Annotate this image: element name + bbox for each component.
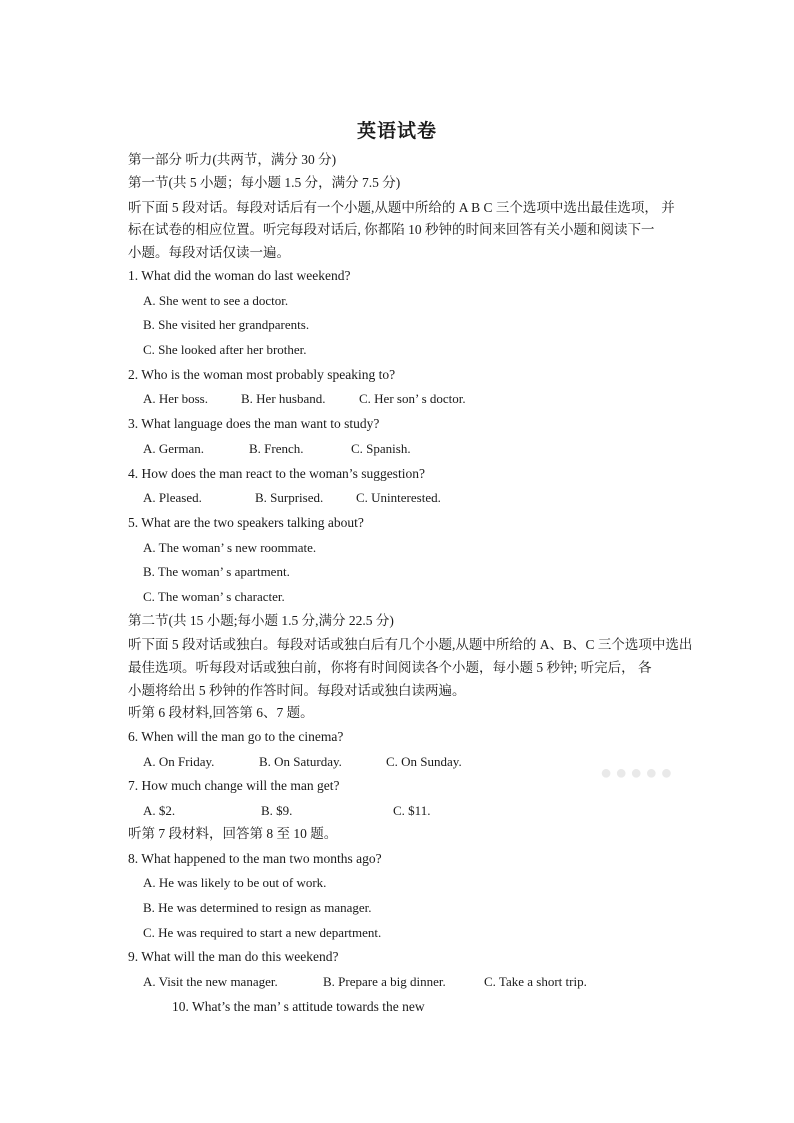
page-title: 英语试卷 bbox=[356, 121, 437, 142]
question-stem: 6. When will the man go to the cinema? bbox=[128, 729, 344, 744]
question-stem: 7. How much change will the man get? bbox=[128, 778, 340, 793]
material-7-heading: 听第 7 段材料，回答第 8 至 10 题。 bbox=[128, 826, 338, 841]
watermark: ●●●●● bbox=[600, 762, 676, 784]
answer-option: A. She went to see a doctor. bbox=[143, 293, 289, 308]
answer-option: A. Her boss. bbox=[143, 391, 208, 406]
answer-option: B. Prepare a big dinner. bbox=[323, 974, 446, 989]
answer-option: B. She visited her grandparents. bbox=[143, 317, 310, 332]
question-stem: 3. What language does the man want to study? bbox=[128, 416, 380, 431]
answer-option: C. She looked after her brother. bbox=[143, 342, 307, 357]
answer-option: A. German. bbox=[143, 441, 205, 456]
question-stem: 4. How does the man react to the woman’s suggestion? bbox=[128, 466, 425, 481]
answer-option: C. $11. bbox=[393, 803, 431, 818]
answer-option: B. French. bbox=[249, 441, 304, 456]
section1-instruction-line: 标在试卷的相应位置。听完每段对话后, 你都陷 10 秒钟的时间来回答有关小题和阅读下一 bbox=[128, 222, 655, 237]
section2-instruction-line: 最佳选项。听每段对话或独白前，你将有时间阅读各个小题，每小题 5 秒钟; 听完后， 各 bbox=[128, 660, 652, 675]
answer-option: C. On Sunday. bbox=[386, 754, 462, 769]
question-stem: 1. What did the woman do last weekend? bbox=[128, 268, 351, 283]
section2-heading: 第二节(共 15 小题;每小题 1.5 分,满分 22.5 分) bbox=[128, 613, 394, 628]
question-stem: 5. What are the two speakers talking about? bbox=[128, 515, 364, 530]
section2-instruction-line: 听下面 5 段对话或独白。每段对话或独白后有几个小题,从题中所给的 A、B、C 三个选项中选出 bbox=[128, 637, 693, 652]
answer-option: A. Pleased. bbox=[143, 490, 202, 505]
section1-heading: 第一节(共 5 小题；每小题 1.5 分，满分 7.5 分) bbox=[128, 175, 401, 190]
section1-instruction-line: 小题。每段对话仅读一遍。 bbox=[128, 245, 290, 260]
question-stem: 2. Who is the woman most probably speaking to? bbox=[128, 367, 396, 382]
answer-option: B. On Saturday. bbox=[259, 754, 342, 769]
answer-option: A. He was likely to be out of work. bbox=[143, 875, 327, 890]
answer-option: A. On Friday. bbox=[143, 754, 215, 769]
answer-option: C. Uninterested. bbox=[356, 490, 441, 505]
answer-option: C. He was required to start a new department. bbox=[143, 925, 382, 940]
section1-instruction-line: 听下面 5 段对话。每段对话后有一个小题,从题中所给的 A B C 三个选项中选出最佳选项， 并 bbox=[128, 200, 675, 215]
answer-option: C. Her son’ s doctor. bbox=[359, 391, 466, 406]
answer-option: B. $9. bbox=[261, 803, 293, 818]
answer-option: B. Surprised. bbox=[255, 490, 324, 505]
answer-option: B. Her husband. bbox=[241, 391, 326, 406]
question-stem: 9. What will the man do this weekend? bbox=[128, 949, 339, 964]
answer-option: C. The woman’ s character. bbox=[143, 589, 285, 604]
answer-option: A. $2. bbox=[143, 803, 176, 818]
answer-option: A. Visit the new manager. bbox=[143, 974, 278, 989]
question-stem: 10. What’s the man’ s attitude towards the new bbox=[172, 999, 425, 1014]
material-6-heading: 听第 6 段材料,回答第 6、7 题。 bbox=[128, 705, 314, 720]
part1-heading: 第一部分 听力(共两节，满分 30 分) bbox=[128, 152, 337, 167]
section2-instruction-line: 小题将给出 5 秒钟的作答时间。每段对话或独白读两遍。 bbox=[128, 683, 466, 698]
question-stem: 8. What happened to the man two months ago? bbox=[128, 851, 382, 866]
answer-option: C. Take a short trip. bbox=[484, 974, 587, 989]
answer-option: C. Spanish. bbox=[351, 441, 411, 456]
answer-option: B. He was determined to resign as manager. bbox=[143, 900, 372, 915]
answer-option: A. The woman’ s new roommate. bbox=[143, 540, 317, 555]
answer-option: B. The woman’ s apartment. bbox=[143, 564, 290, 579]
